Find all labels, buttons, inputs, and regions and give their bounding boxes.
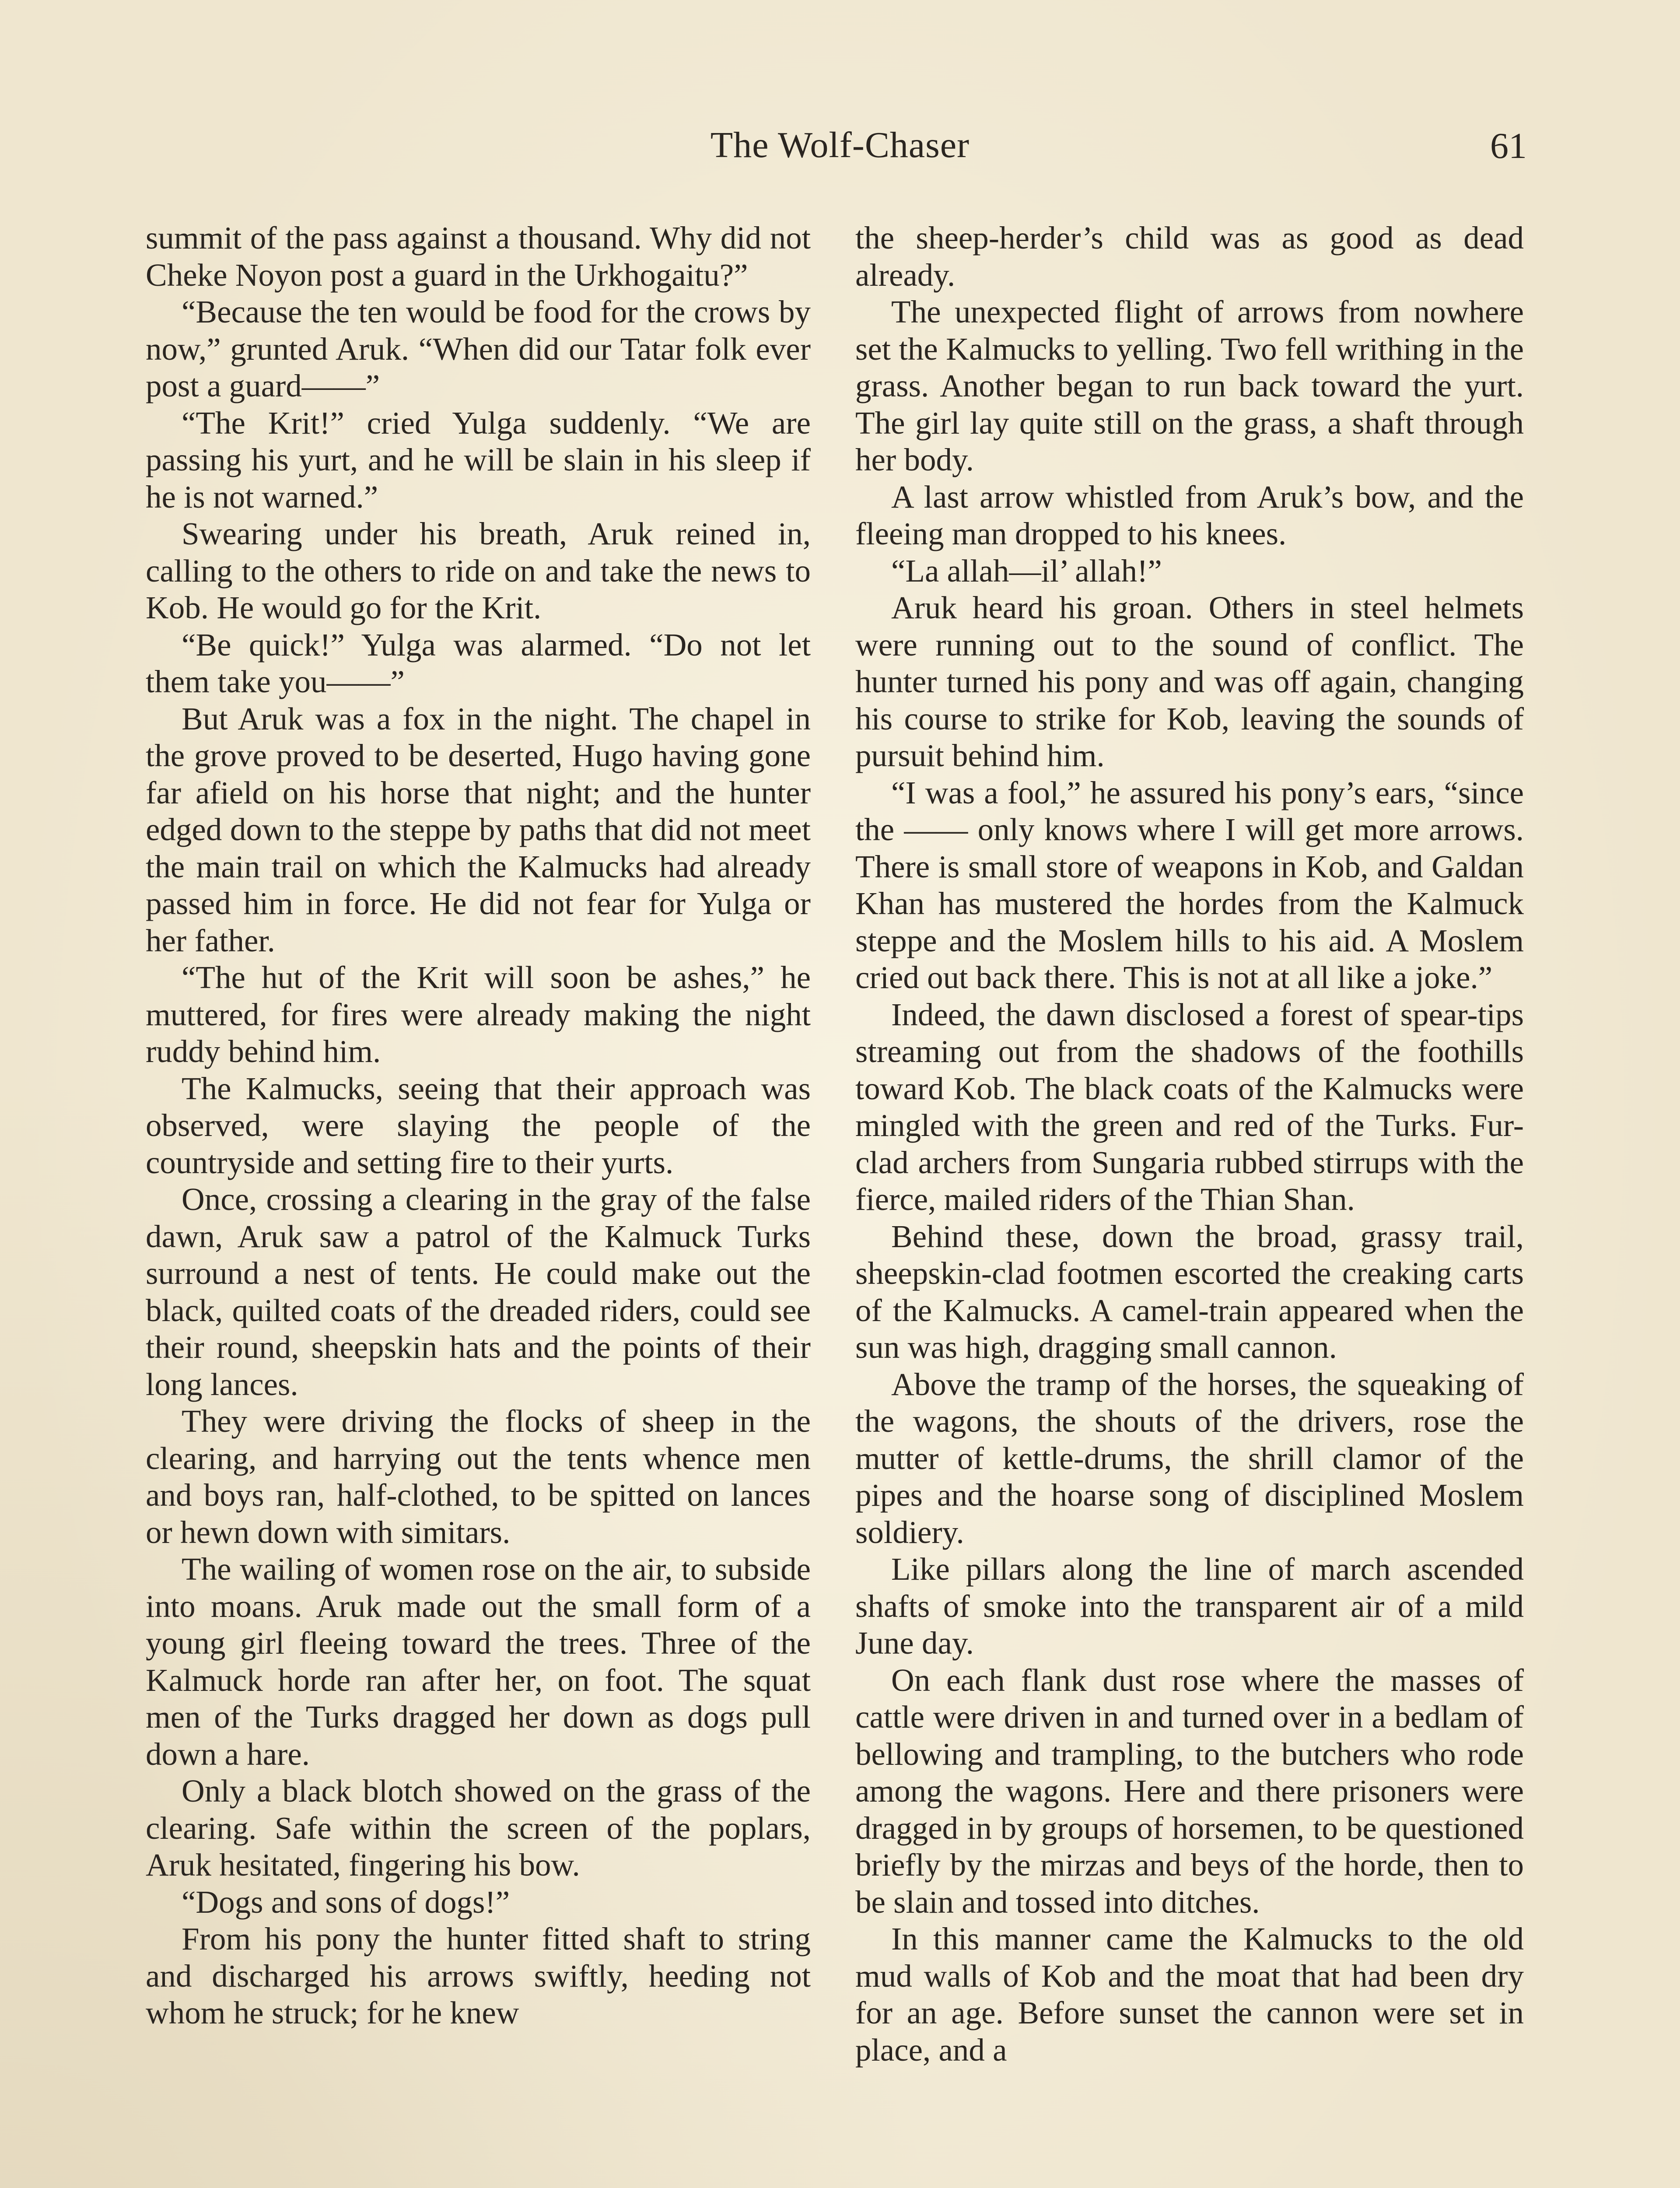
- paragraph: Swearing under his breath, Aruk reined in, calling to the others to ride on and take the news to Kob. He would go for the Krit.: [146, 516, 811, 625]
- paragraph: “La allah—il’ allah!”: [891, 553, 1162, 589]
- paragraph: In this manner came the Kalmucks to the old mud walls of Kob and the moat that had been dry for an age. Before sunset the cannon were set in place, and a: [855, 1921, 1524, 2068]
- left-text-column: [146, 220, 811, 2032]
- paragraph: On each flank dust rose where the masses of cattle were driven in and turned over in a bedlam of bellowing and trampling, to the butchers who rode among the wagons. Here and there prisoners were dragged in by groups of horsemen, to be questioned briefly by the mirzas and beys of the horde, then to be slain and tossed into ditches.: [855, 1662, 1524, 1920]
- page-number: 61: [1490, 126, 1527, 166]
- paragraph: Once, crossing a clearing in the gray of the false dawn, Aruk saw a patrol of the Kalmuck Turks surround a nest of tents. He could make out the black, quilted coats of the dreaded riders, could see their round, sheepskin hats and the points of their long lances.: [146, 1182, 811, 1402]
- paragraph: The unexpected flight of arrows from nowhere set the Kalmucks to yelling. Two fell writhing in the grass. Another began to run back toward the yurt. The girl lay quite still on the grass, a shaft through her body.: [855, 294, 1524, 477]
- paragraph: the sheep-herder’s child was as good as dead already.: [855, 220, 1524, 293]
- paragraph: Only a black blotch showed on the grass of the clearing. Safe within the screen of the poplars, Aruk hesitated, fingering his bow.: [146, 1773, 811, 1883]
- paragraph: “Because the ten would be food for the crows by now,” grunted Aruk. “When did our Tatar folk ever post a guard——”: [146, 294, 811, 403]
- paragraph: “The Krit!” cried Yulga suddenly. “We are passing his yurt, and he will be slain in his sleep if he is not warned.”: [146, 405, 811, 515]
- paragraph: A last arrow whistled from Aruk’s bow, and the fleeing man dropped to his knees.: [855, 479, 1524, 551]
- paragraph: Behind these, down the broad, grassy trail, sheepskin-clad footmen escorted the creaking carts of the Kalmucks. A camel-train appeared when the sun was high, dragging small cannon.: [855, 1218, 1524, 1365]
- paragraph: The Kalmucks, seeing that their approach was observed, were slaying the people of the countryside and setting fire to their yurts.: [146, 1070, 811, 1180]
- paragraph: They were driving the flocks of sheep in the clearing, and harrying out the tents whence men and boys ran, half-clothed, to be spitted on lances or hewn down with simitars.: [146, 1403, 811, 1550]
- right-text-column: [855, 220, 1524, 2069]
- paragraph: The wailing of women rose on the air, to subside into moans. Aruk made out the small form of a young girl fleeing toward the trees. Three of the Kalmuck horde ran after her, on foot. The squat men of the Turks dragged her down as dogs pull down a hare.: [146, 1551, 811, 1772]
- paragraph: Indeed, the dawn disclosed a forest of spear-tips streaming out from the shadows of the foothills toward Kob. The black coats of the Kalmucks were mingled with the green and red of the Turks. Fur-clad archers from Sungaria rubbed stirrups with the fierce, mailed riders of the Thian Shan.: [855, 996, 1524, 1217]
- paragraph: Above the tramp of the horses, the squeaking of the wagons, the shouts of the drivers, rose the mutter of kettle-drums, the shrill clamor of the pipes and the hoarse song of disciplined Moslem soldiery.: [855, 1366, 1524, 1550]
- paragraph: “Be quick!” Yulga was alarmed. “Do not let them take you——”: [146, 627, 811, 699]
- paragraph: “I was a fool,” he assured his pony’s ears, “since the —— only knows where I will get more arrows. There is small store of weapons in Kob, and Galdan Khan has mustered the hordes from the Kalmuck steppe and the Moslem hills to his aid. A Moslem cried out back there. This is not at all like a joke.”: [855, 775, 1524, 995]
- paragraph: summit of the pass against a thousand. Why did not Cheke Noyon post a guard in the Urkhogaitu?”: [146, 220, 811, 293]
- paragraph: “The hut of the Krit will soon be ashes,” he muttered, for fires were already making the night ruddy behind him.: [146, 960, 811, 1069]
- paragraph: Aruk heard his groan. Others in steel helmets were running out to the sound of conflict. The hunter turned his pony and was off again, changing his course to strike for Kob, leaving the sounds of pursuit behind him.: [855, 590, 1524, 773]
- running-title: The Wolf-Chaser: [710, 125, 970, 165]
- paragraph: From his pony the hunter fitted shaft to string and discharged his arrows swiftly, heeding not whom he struck; for he knew: [146, 1921, 811, 2030]
- paragraph: “Dogs and sons of dogs!”: [182, 1884, 510, 1920]
- paragraph: But Aruk was a fox in the night. The chapel in the grove proved to be deserted, Hugo having gone far afield on his horse that night; and the hunter edged down to the steppe by paths that did not meet the main trail on which the Kalmucks had already passed him in force. He did not fear for Yulga or her father.: [146, 701, 811, 958]
- paragraph: Like pillars along the line of march ascended shafts of smoke into the transparent air of a mild June day.: [855, 1551, 1524, 1661]
